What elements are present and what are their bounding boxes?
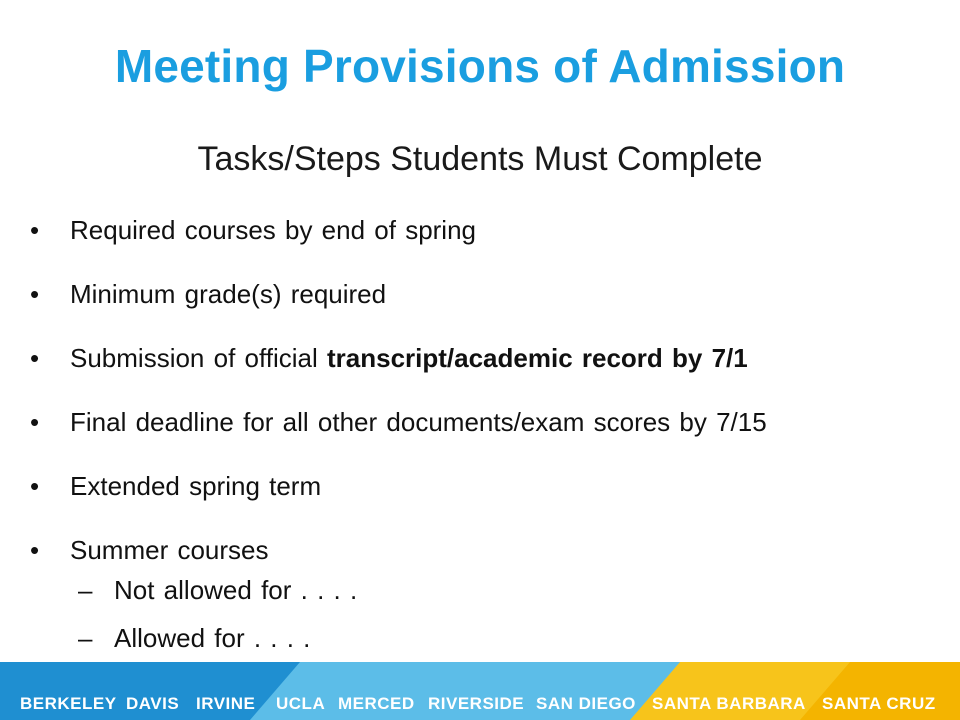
slide-subtitle: Tasks/Steps Students Must Complete (197, 140, 763, 178)
slide-title: Meeting Provisions of Admission (114, 40, 846, 92)
campus-san-diego: SAN DIEGO (536, 694, 636, 713)
sub-bullet-text: Allowed for . . . . (114, 623, 311, 653)
bullet-text-bold: transcript/academic record by 7/1 (326, 343, 748, 373)
bullet-text: Extended spring term (70, 471, 322, 501)
sub-bullet-marker: – (78, 575, 93, 605)
bullet-item (30, 466, 950, 530)
campus-footer-banner (0, 662, 960, 720)
bullet-list (30, 210, 950, 594)
bullet-item (30, 338, 950, 402)
sub-bullet-item (78, 618, 678, 666)
campus-riverside: RIVERSIDE (428, 694, 525, 713)
bullet-text (70, 338, 748, 378)
bullet-marker: • (30, 471, 40, 501)
sub-bullet-marker: – (78, 623, 93, 653)
campus-berkeley: BERKELEY (20, 694, 117, 713)
campus-davis: DAVIS (126, 694, 180, 713)
campus-merced: MERCED (338, 694, 415, 713)
sub-bullet-list (78, 570, 678, 666)
bullet-item (30, 402, 950, 466)
sub-bullet-text: Not allowed for . . . . (114, 575, 358, 605)
bullet-text: Summer courses (70, 535, 269, 565)
sub-bullet-item (78, 570, 678, 618)
bullet-item (30, 210, 950, 274)
bullet-marker: • (30, 407, 40, 437)
campus-santa-barbara: SANTA BARBARA (652, 694, 806, 713)
campus-list (0, 662, 960, 720)
bullet-item (30, 274, 950, 338)
bullet-marker: • (30, 279, 40, 309)
bullet-marker: • (30, 215, 40, 245)
bullet-text: Final deadline for all other documents/exam scores by 7/15 (70, 407, 767, 437)
bullet-marker: • (30, 535, 40, 565)
campus-ucla: UCLA (276, 694, 326, 713)
campus-santa-cruz: SANTA CRUZ (822, 694, 936, 713)
bullet-text: Required courses by end of spring (70, 215, 477, 245)
campus-irvine: IRVINE (196, 694, 256, 713)
bullet-text-plain: Submission of official (70, 343, 327, 373)
bullet-text: Minimum grade(s) required (70, 279, 387, 309)
bullet-marker: • (30, 343, 40, 373)
